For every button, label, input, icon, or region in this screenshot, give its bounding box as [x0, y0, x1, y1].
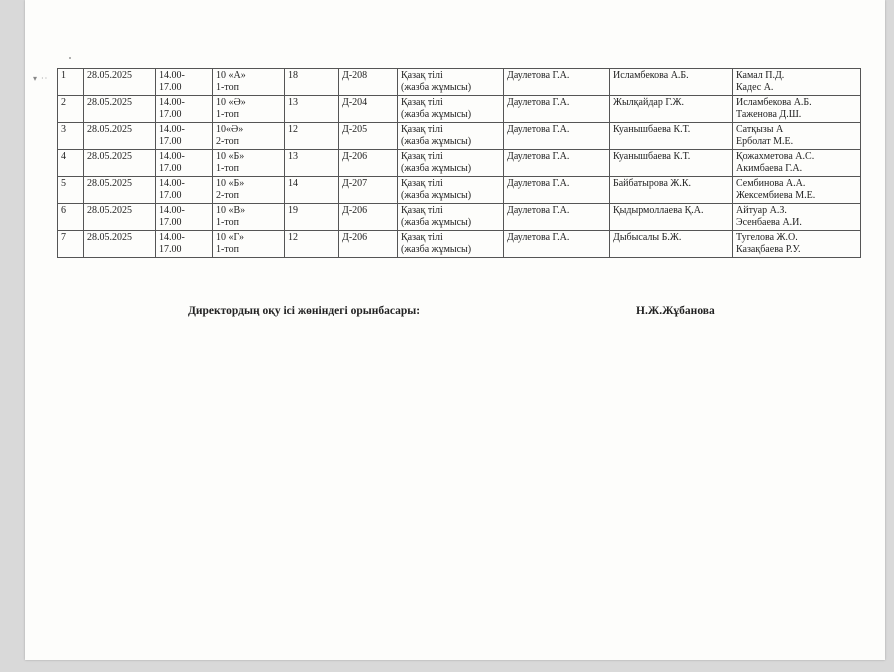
cell-teacher: Даулетова Г.А. [504, 96, 610, 123]
cell-observers: Қожахметова А.С. Акимбаева Г.А. [733, 150, 861, 177]
cell-count: 12 [285, 231, 339, 258]
cell-subject: Қазақ тілі (жазба жұмысы) [398, 123, 504, 150]
margin-marks: ▾ ·· [33, 74, 49, 83]
cell-observers: Айтуар А.З. Эсенбаева А.И. [733, 204, 861, 231]
cell-no: 5 [58, 177, 84, 204]
table-row [58, 177, 861, 204]
cell-count: 13 [285, 96, 339, 123]
cell-date: 28.05.2025 [84, 204, 156, 231]
cell-room: Д-206 [339, 231, 398, 258]
cell-teacher: Даулетова Г.А. [504, 123, 610, 150]
cell-subject: Қазақ тілі (жазба жұмысы) [398, 69, 504, 96]
cell-no: 4 [58, 150, 84, 177]
cell-room: Д-204 [339, 96, 398, 123]
table-row [58, 204, 861, 231]
cell-date: 28.05.2025 [84, 150, 156, 177]
cell-teacher: Даулетова Г.А. [504, 231, 610, 258]
table-row [58, 123, 861, 150]
cell-teacher: Даулетова Г.А. [504, 69, 610, 96]
cell-assistant: Куанышбаева К.Т. [610, 150, 733, 177]
cell-date: 28.05.2025 [84, 123, 156, 150]
table-row [58, 231, 861, 258]
cell-time: 14.00- 17.00 [156, 96, 213, 123]
cell-count: 12 [285, 123, 339, 150]
cell-no: 3 [58, 123, 84, 150]
cell-subject: Қазақ тілі (жазба жұмысы) [398, 150, 504, 177]
cell-time: 14.00- 17.00 [156, 231, 213, 258]
cell-time: 14.00- 17.00 [156, 177, 213, 204]
cell-assistant: Дыбысалы Б.Ж. [610, 231, 733, 258]
cell-subject: Қазақ тілі (жазба жұмысы) [398, 177, 504, 204]
cell-count: 14 [285, 177, 339, 204]
cell-room: Д-205 [339, 123, 398, 150]
cell-no: 2 [58, 96, 84, 123]
cell-class: 10 «А» 1-топ [213, 69, 285, 96]
cell-date: 28.05.2025 [84, 231, 156, 258]
cell-room: Д-208 [339, 69, 398, 96]
cell-observers: Сембинова А.А. Жексембиева М.Е. [733, 177, 861, 204]
cell-class: 10 «Б» 1-топ [213, 150, 285, 177]
cell-no: 1 [58, 69, 84, 96]
cell-no: 6 [58, 204, 84, 231]
cell-observers: Исламбекова А.Б. Таженова Д.Ш. [733, 96, 861, 123]
scan-speck [69, 57, 71, 59]
cell-subject: Қазақ тілі (жазба жұмысы) [398, 96, 504, 123]
cell-date: 28.05.2025 [84, 69, 156, 96]
cell-class: 10«Ә» 2-топ [213, 123, 285, 150]
table-row [58, 69, 861, 96]
cell-count: 19 [285, 204, 339, 231]
cell-assistant: Қыдырмоллаева Қ.А. [610, 204, 733, 231]
signature-title: Директордың оқу ісі жөніндегі орынбасары: [188, 305, 421, 317]
cell-class: 10 «Г» 1-топ [213, 231, 285, 258]
cell-observers: Тугелова Ж.О. Казақбаева Р.У. [733, 231, 861, 258]
cell-time: 14.00- 17.00 [156, 123, 213, 150]
cell-class: 10 «Ә» 1-топ [213, 96, 285, 123]
signature-name: Н.Ж.Жұбанова [636, 305, 715, 317]
cell-assistant: Байбатырова Ж.К. [610, 177, 733, 204]
cell-count: 18 [285, 69, 339, 96]
cell-assistant: Исламбекова А.Б. [610, 69, 733, 96]
cell-teacher: Даулетова Г.А. [504, 150, 610, 177]
cell-date: 28.05.2025 [84, 177, 156, 204]
schedule-table [57, 68, 861, 258]
cell-subject: Қазақ тілі (жазба жұмысы) [398, 231, 504, 258]
table-row [58, 96, 861, 123]
cell-time: 14.00- 17.00 [156, 69, 213, 96]
cell-count: 13 [285, 150, 339, 177]
cell-class: 10 «Б» 2-топ [213, 177, 285, 204]
cell-time: 14.00- 17.00 [156, 204, 213, 231]
cell-assistant: Жылқайдар Г.Ж. [610, 96, 733, 123]
cell-no: 7 [58, 231, 84, 258]
cell-class: 10 «В» 1-топ [213, 204, 285, 231]
document-page [25, 0, 885, 660]
cell-assistant: Куанышбаева К.Т. [610, 123, 733, 150]
cell-teacher: Даулетова Г.А. [504, 204, 610, 231]
cell-observers: Сатқызы А Ерболат М.Е. [733, 123, 861, 150]
cell-date: 28.05.2025 [84, 96, 156, 123]
cell-room: Д-207 [339, 177, 398, 204]
cell-teacher: Даулетова Г.А. [504, 177, 610, 204]
cell-room: Д-206 [339, 150, 398, 177]
table-row [58, 150, 861, 177]
cell-subject: Қазақ тілі (жазба жұмысы) [398, 204, 504, 231]
cell-room: Д-206 [339, 204, 398, 231]
cell-observers: Камал П.Д. Кадес А. [733, 69, 861, 96]
cell-time: 14.00- 17.00 [156, 150, 213, 177]
